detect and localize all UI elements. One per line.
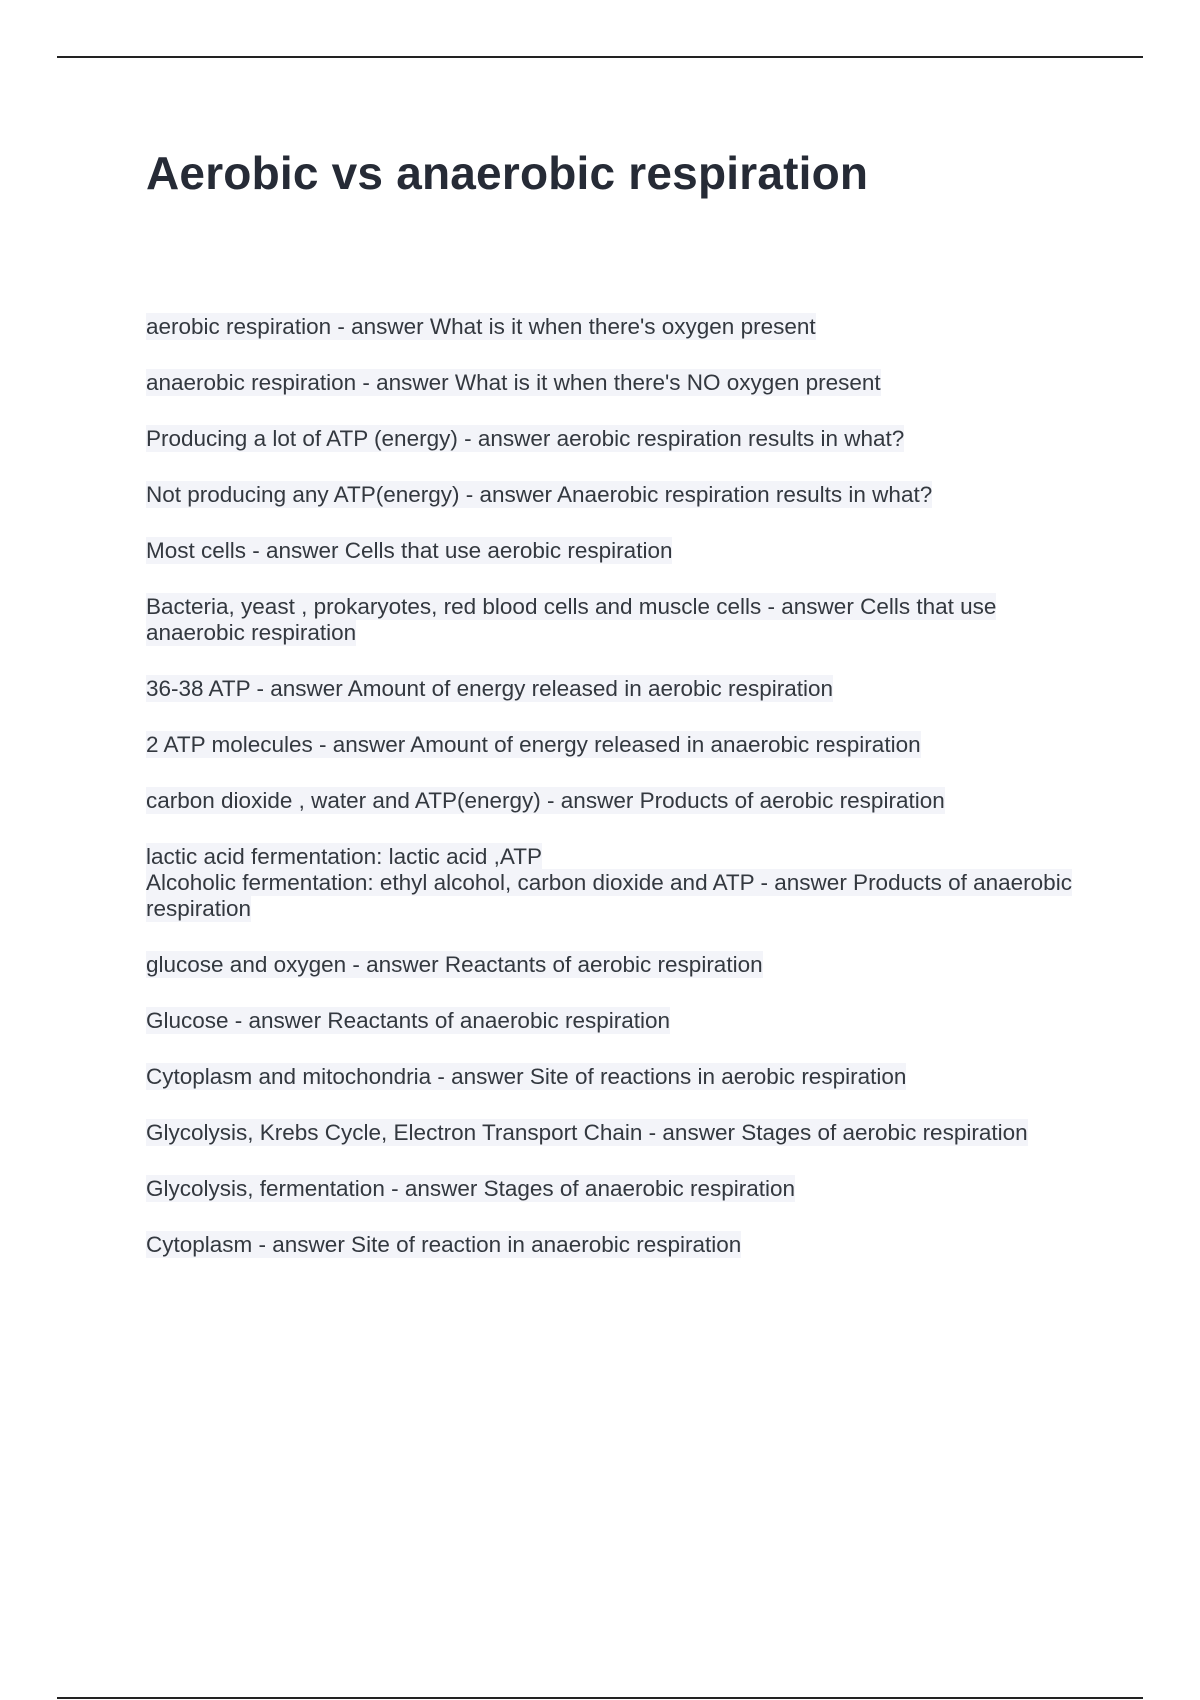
list-item <box>146 1008 1086 1034</box>
qa-text: carbon dioxide , water and ATP(energy) - answer Products of aerobic respiration <box>146 788 945 813</box>
qa-text: Cytoplasm and mitochondria - answer Site of reactions in aerobic respiration <box>146 1064 907 1089</box>
list-item <box>146 538 1086 564</box>
qa-text: Glucose - answer Reactants of anaerobic respiration <box>146 1008 671 1033</box>
list-item <box>146 788 1086 814</box>
qa-text: aerobic respiration - answer What is it when there's oxygen present <box>146 314 816 339</box>
list-item <box>146 1176 1086 1202</box>
qa-text: Most cells - answer Cells that use aerobic respiration <box>146 538 673 563</box>
qa-text: Producing a lot of ATP (energy) - answer aerobic respiration results in what? <box>146 426 905 451</box>
list-item <box>146 732 1086 758</box>
list-item <box>146 844 1086 922</box>
list-item <box>146 314 1086 340</box>
list-item <box>146 426 1086 452</box>
bottom-rule <box>57 1697 1143 1699</box>
qa-text: Glycolysis, fermentation - answer Stages of anaerobic respiration <box>146 1176 796 1201</box>
list-item <box>146 676 1086 702</box>
list-item <box>146 952 1086 978</box>
list-item <box>146 370 1086 396</box>
list-item <box>146 1232 1086 1258</box>
list-item <box>146 1064 1086 1090</box>
qa-text: 36-38 ATP - answer Amount of energy released in aerobic respiration <box>146 676 834 701</box>
page-title: Aerobic vs anaerobic respiration <box>146 147 869 199</box>
list-item <box>146 482 1086 508</box>
qa-text: Not producing any ATP(energy) - answer Anaerobic respiration results in what? <box>146 482 933 507</box>
qa-list <box>146 314 1086 1288</box>
qa-text: lactic acid fermentation: lactic acid ,ATP Alcoholic fermentation: ethyl alcohol, carbon dioxide and ATP - answer Products of anaerobic respiration <box>146 844 1072 921</box>
list-item <box>146 1120 1086 1146</box>
qa-text: Bacteria, yeast , prokaryotes, red blood cells and muscle cells - answer Cells that use anaerobic respiration <box>146 594 997 645</box>
qa-text: glucose and oxygen - answer Reactants of aerobic respiration <box>146 952 763 977</box>
top-rule <box>57 56 1143 58</box>
qa-text: Cytoplasm - answer Site of reaction in anaerobic respiration <box>146 1232 742 1257</box>
qa-text: Glycolysis, Krebs Cycle, Electron Transport Chain - answer Stages of aerobic respiration <box>146 1120 1028 1145</box>
qa-text: 2 ATP molecules - answer Amount of energy released in anaerobic respiration <box>146 732 921 757</box>
list-item <box>146 594 1086 646</box>
qa-text: anaerobic respiration - answer What is it when there's NO oxygen present <box>146 370 881 395</box>
